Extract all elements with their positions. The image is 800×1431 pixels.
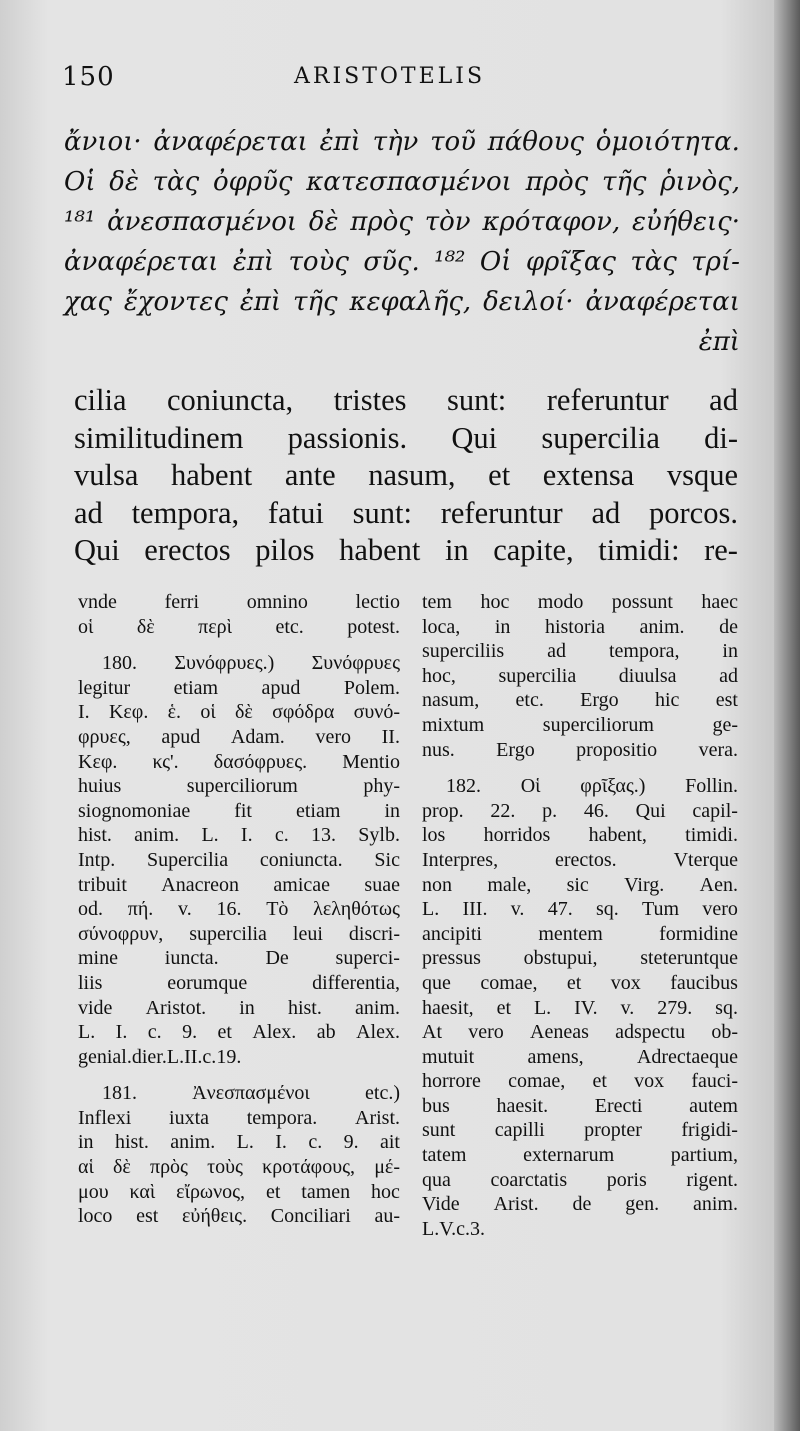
footnote-line: ancipiti mentem formidine (422, 922, 738, 945)
footnote-line: mine iuncta. De superci- (78, 947, 400, 970)
footnote-line: Inflexi iuxta tempora. Arist. (78, 1106, 400, 1129)
footnote-line: mixtum superciliorum ge- (422, 713, 738, 736)
footnote-line: Vide Arist. de gen. anim. (422, 1193, 738, 1216)
greek-text-line: ¹⁸¹ ἀνεσπασμένοι δὲ πρὸς τὸν κρόταφον, εὐήθεις· (64, 207, 740, 237)
footnote-line: od. πή. v. 16. Τὸ λεληθότως (78, 898, 400, 921)
footnote-line: liis eorumque differentia, (78, 971, 400, 994)
footnotes-right-column (422, 590, 738, 1241)
footnote-line: αἱ δὲ πρὸς τοὺς κροτάφους, μέ- (78, 1156, 400, 1179)
footnote-line: loca, in historia anim. de (422, 615, 738, 638)
footnote-line: 180. Συνόφρυες.) Συνόφρυες (102, 652, 400, 675)
footnote-line: 181. Ἀνεσπασμένοι etc.) (102, 1082, 400, 1105)
footnote-line: non male, sic Virg. Aen. (422, 873, 738, 896)
greek-text-line: ἐπὶ (698, 327, 740, 357)
footnote-line: nus. Ergo propositio vera. (422, 738, 738, 761)
footnote-line: haesit, et L. IV. v. 279. sq. (422, 996, 738, 1019)
footnote-line: mutuit amens, Adrectaeque (422, 1045, 738, 1068)
greek-text-line: Οἱ δὲ τὰς ὀφρῦς κατεσπασμένοι πρὸς τῆς ῥινὸς, (64, 167, 740, 197)
footnote-line: tribuit Anacreon amicae suae (78, 873, 400, 896)
footnote-line: los horridos habent, timidi. (422, 824, 738, 847)
greek-text-block (64, 122, 740, 362)
footnote-line: pressus obstupui, steteruntque (422, 947, 738, 970)
footnote-line: hoc, supercilia diuulsa ad (422, 664, 738, 687)
page-header (62, 62, 762, 102)
footnote-line: horrore comae, et vox fauci- (422, 1070, 738, 1093)
footnote-line: prop. 22. p. 46. Qui capil- (422, 799, 738, 822)
footnote-line: σύνοφρυν, supercilia leui discri- (78, 922, 400, 945)
footnote-line: superciliis ad tempora, in (422, 640, 738, 663)
latin-translation-block (74, 382, 738, 570)
greek-text-line: ἀναφέρεται ἐπὶ τοὺς σῦς. ¹⁸² Οἱ φρῖξας τὰς τρί- (64, 247, 740, 277)
footnote-line: que comae, et vox faucibus (422, 971, 738, 994)
footnote-line: Intp. Supercilia coniuncta. Sic (78, 848, 400, 871)
footnote-line: hist. anim. L. I. c. 13. Sylb. (78, 824, 400, 847)
book-spine-shadow (774, 0, 800, 1431)
footnote-line: sunt capilli propter frigidi- (422, 1119, 738, 1142)
footnote-line: Κεφ. κς'. δασόφρυες. Mentio (78, 750, 400, 773)
footnote-line: nasum, etc. Ergo hic est (422, 689, 738, 712)
footnote-line: bus haesit. Erecti autem (422, 1094, 738, 1117)
footnote-line: Interpres, erectos. Vterque (422, 848, 738, 871)
running-title: ARISTOTELIS (294, 64, 486, 89)
footnote-line: in hist. anim. L. I. c. 9. ait (78, 1131, 400, 1154)
footnote-line: At vero Aeneas adspectu ob- (422, 1021, 738, 1044)
footnote-line: φρυες, apud Adam. vero II. (78, 725, 400, 748)
footnote-line: genial. dier. L. II. c. 19. (78, 1045, 242, 1068)
footnote-line: loco est εὐήθεις. Conciliari au- (78, 1205, 400, 1228)
footnote-line: tatem externarum partium, (422, 1144, 738, 1167)
footnote-line: I. Κεφ. ἑ. οἱ δὲ σφόδρα συνό- (78, 701, 400, 724)
footnote-line: οἱ δὲ περὶ etc. potest. (78, 615, 400, 638)
page-number: 150 (62, 62, 115, 92)
latin-text-line: ad tempora, fatui sunt: referuntur ad porcos. (74, 495, 738, 530)
latin-text-line: vulsa habent ante nasum, et extensa vsque (74, 458, 738, 492)
footnote-line: huius superciliorum phy- (78, 775, 400, 798)
footnotes-left-column (78, 590, 400, 1229)
latin-text-line: Qui erectos pilos habent in capite, timidi: re- (74, 533, 738, 567)
latin-text-line: similitudinem passionis. Qui supercilia di- (74, 420, 738, 455)
footnote-line: tem hoc modo possunt haec (422, 591, 738, 613)
footnote-line: L. I. c. 9. et Alex. ab Alex. (78, 1021, 400, 1044)
footnote-line: L. III. v. 47. sq. Tum vero (422, 898, 738, 921)
footnote-line: L. V. c. 3. (422, 1217, 485, 1240)
footnote-line: siognomoniae fit etiam in (78, 799, 400, 822)
footnote-line: μου καὶ εἴρωνος, et tamen hoc (78, 1180, 400, 1203)
greek-text-line: ἄνιοι· ἀναφέρεται ἐπὶ τὴν τοῦ πάθους ὁμοιότητα. (64, 127, 740, 157)
footnote-line: qua coarctatis poris rigent. (422, 1168, 738, 1191)
latin-text-line: cilia coniuncta, tristes sunt: referuntur ad (74, 383, 738, 417)
footnote-line: 182. Οἱ φρῖξας.) Follin. (446, 775, 738, 798)
footnote-line: vnde ferri omnino lectio (78, 591, 400, 613)
greek-text-line: χας ἔχοντες ἐπὶ τῆς κεφαλῆς, δειλοί· ἀναφέρεται (64, 287, 740, 317)
footnote-line: legitur etiam apud Polem. (78, 676, 400, 699)
footnote-line: vide Aristot. in hist. anim. (78, 996, 400, 1019)
